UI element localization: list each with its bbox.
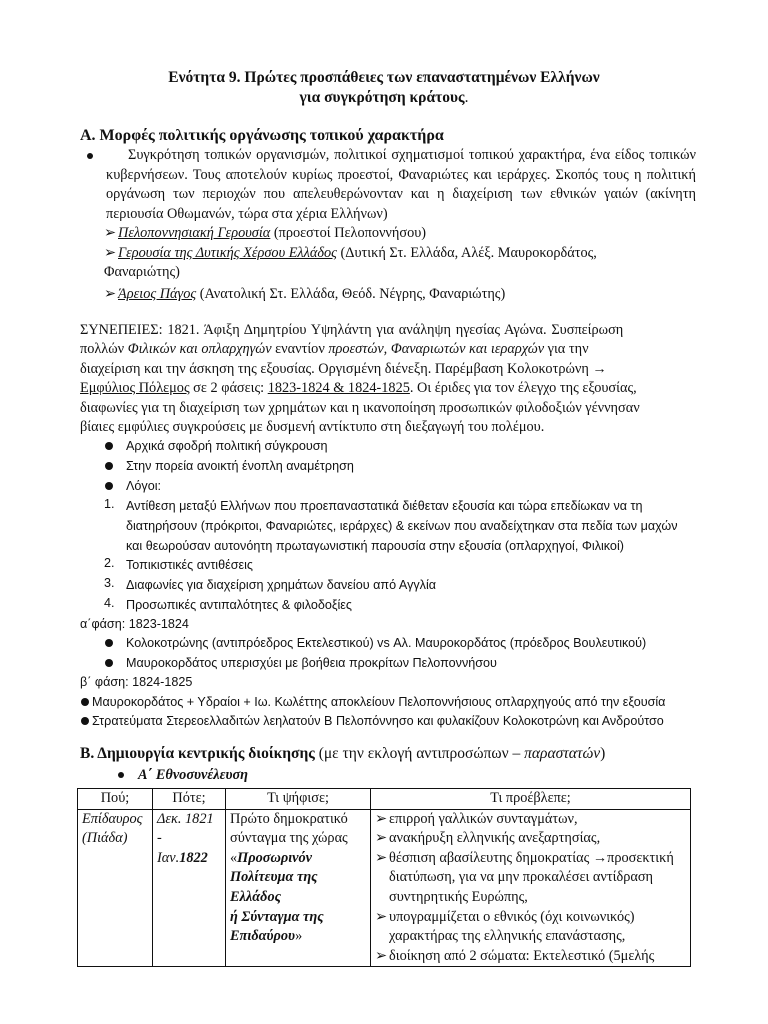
where-line: (Πιάδα) [82, 830, 128, 847]
provided-text: διατύπωση, για να μην προκαλέσει αντίδραση [389, 869, 654, 886]
bullet-dot-icon [105, 482, 113, 490]
bullet-dot-icon [105, 462, 113, 470]
text-italic: προεστών, Φαναριωτών και ιεραρχών [328, 341, 545, 357]
phase-a-item: Μαυροκορδάτος υπερισχύει με βοήθεια προκρίτων Πελοποννήσου [126, 656, 497, 670]
section-a-heading: Α. Μορφές πολιτικής οργάνωσης τοπικού χαρακτήρα [80, 127, 444, 144]
reason-line: Αντίθεση μεταξύ Ελλήνων που προεπαναστατικά διέθεταν εξουσία και τώρα επεδίωκαν να τη [126, 499, 643, 513]
what-line [230, 927, 366, 947]
what-line [230, 849, 366, 869]
provided-text: θέσπιση αβασίλευτης δημοκρατίας →προσεκτική [389, 849, 674, 866]
table-header-cell: Πού; [78, 789, 153, 810]
quote-close: » [295, 928, 303, 945]
table-header-cell: Τι ψήφισε; [226, 789, 371, 810]
arrow-bullet-icon: ➢ [375, 830, 387, 847]
arrow-bullet-icon: ➢ [104, 286, 116, 302]
item-rest: (προεστοί Πελοποννήσου) [270, 225, 427, 241]
consequences-line4 [80, 379, 637, 399]
document-title-line2 [0, 88, 768, 108]
when-line: Δεκ. 1821 [157, 810, 214, 827]
assembly-table [77, 788, 691, 967]
bullet-dot-icon [81, 717, 89, 725]
consequences-line1: ΣΥΝΕΠΕΙΕΣ: 1821. Άφιξη Δημητρίου Υψηλάντη για ανάληψη ηγεσίας Αγώνα. Συσπείρωση [80, 322, 624, 338]
where-line: Επίδαυρος [82, 810, 143, 827]
what-cell [226, 809, 371, 967]
provided-text: επιρροή γαλλικών συνταγμάτων, [389, 810, 578, 827]
item-rest: (Ανατολική Στ. Ελλάδα, Θεόδ. Νέγρης, Φαναριώτης) [196, 286, 506, 302]
provided-text: συντηρητικής Ευρώπης, [389, 888, 528, 905]
heading-rest: (με την εκλογή αντιπροσώπων – [314, 745, 525, 762]
heading-end: ) [600, 745, 606, 762]
table-header-row [78, 789, 691, 810]
reason-number: 4. [104, 596, 115, 610]
item-peloponnesian-senate [104, 224, 426, 244]
what-bold: Πολίτευμα της [230, 869, 318, 886]
quote-open: « [230, 849, 238, 866]
civil-war-text: Εμφύλιος Πόλεμος [80, 380, 190, 396]
provided-item [375, 829, 686, 849]
what-bold: Ελλάδος [230, 888, 281, 905]
phases-text: 1823-1824 & 1824-1825 [267, 380, 410, 396]
arrow-bullet-icon: ➢ [375, 908, 387, 925]
phase-a-label: α΄φάση: 1823-1824 [80, 617, 189, 631]
section-a-paragraph: Συγκρότηση τοπικών οργανισμών, πολιτικοί σχηματισμοί τοπικού χαρακτήρα, ένα είδος τοπικών κυβερνήσεων. Τους αποτελούν κυρίως προεστοί, Φαναριώτες και ιεράρχες. Σκοπός τους η πολιτική οργάνωση των περιοχών που απελευθερώνονταν και η διαχείριση των εθνικών γαιών (ακίνητη περιουσία Οθωμανών, τώρα στα χέρια Ελλήνων) [106, 147, 696, 222]
provided-text: ανακήρυξη ελληνικής ανεξαρτησίας, [389, 830, 601, 847]
bullet-dot-icon [81, 698, 89, 706]
what-bold: Επιδαύρου [230, 928, 296, 945]
bullet-dot-icon [87, 153, 93, 159]
table-row [78, 809, 691, 967]
where-cell [78, 809, 153, 967]
bullet-dot-icon [118, 772, 124, 778]
reason-number: 3. [104, 576, 115, 590]
bullet-item: Στην πορεία ανοικτή ένοπλη αναμέτρηση [126, 459, 354, 473]
consequences-line5: διαφωνίες για τη διαχείριση των χρημάτων και η ικανοποίηση προσωπικών φιλοδοξιών γέννησαν [80, 400, 640, 416]
when-cell [153, 809, 226, 967]
what-bold: ή Σύνταγμα της [230, 908, 324, 925]
arrow-bullet-icon: ➢ [375, 849, 387, 866]
bullet-item: Αρχικά σφοδρή πολιτική σύγκρουση [126, 439, 328, 453]
heading-text: Β. Δημιουργία κεντρικής διοίκησης [80, 745, 315, 762]
when-line: - [157, 830, 162, 847]
what-bold: Προσωρινόν [237, 849, 313, 866]
title-line2-end: . [464, 89, 469, 106]
when-line [157, 849, 221, 869]
item-rest: (Δυτική Στ. Ελλάδα, Αλέξ. Μαυροκορδάτος, [336, 245, 597, 261]
phase-b-item: Μαυροκορδάτος + Υδραίοι + Ιω. Κωλέττης αποκλείουν Πελοποννήσιους οπλαρχηγούς από την εξουσία [92, 695, 666, 709]
phase-b-item: Στρατεύματα Στερεοελλαδιτών λεηλατούν Β Πελοπόννησο και φυλακίζουν Κολοκοτρώνη και Ανδρούτσο [92, 714, 664, 728]
table-header-cell: Πότε; [153, 789, 226, 810]
consequences-line2 [80, 340, 589, 360]
provided-text: υπογραμμίζεται ο εθνικός (όχι κοινωνικός) [389, 908, 635, 925]
table-header-cell: Τι προέβλεπε; [371, 789, 691, 810]
arrow-bullet-icon: ➢ [104, 225, 116, 241]
item-rest-continued: Φαναριώτης) [104, 264, 180, 280]
phase-b-label: β΄ φάση: 1824-1825 [80, 675, 193, 689]
arrow-bullet-icon: ➢ [104, 245, 116, 261]
assembly-text: Α΄ Εθνοσυνέλευση [138, 767, 249, 783]
arrow-bullet-icon: ➢ [375, 810, 387, 827]
item-western-senate [104, 244, 696, 264]
bullet-item: Λόγοι: [126, 479, 162, 493]
what-line: σύνταγμα της χώρας [230, 830, 348, 847]
reason-number: 1. [104, 497, 115, 511]
when-month: Ιαν. [157, 849, 180, 866]
when-year: 1822 [179, 849, 208, 866]
phase-a-item: Κολοκοτρώνης (αντιπρόεδρος Εκτελεστικού) vs Αλ. Μαυροκορδάτος (πρόεδρος Βουλευτικού) [126, 636, 647, 650]
item-name: Πελοποννησιακή Γερουσία [118, 225, 271, 241]
provided-item [375, 947, 686, 967]
assembly-subbullet [138, 766, 248, 786]
text-span: εναντίον [271, 341, 329, 357]
item-name: Γερουσία της Δυτικής Χέρσου Ελλάδος [118, 245, 337, 261]
text-span: πολλών [80, 341, 128, 357]
bullet-dot-icon [105, 442, 113, 450]
text-span: σε 2 φάσεις: [189, 380, 268, 396]
item-name: Άρειος Πάγος [118, 286, 197, 302]
text-span: . Οι έριδες για τον έλεγχο της εξουσίας, [409, 380, 637, 396]
heading-italic: παραστατών [524, 745, 601, 762]
text-span: για την [544, 341, 589, 357]
text-italic: Φιλικών και οπλαρχηγών [127, 341, 272, 357]
bullet-dot-icon [105, 659, 113, 667]
provided-text: χαρακτήρας της ελληνικής επανάστασης, [389, 928, 626, 945]
provided-item [375, 908, 686, 928]
title-line2-text: για συγκρότηση κράτους [299, 89, 465, 106]
reason-line: διατηρήσουν (πρόκριτοι, Φαναριώτες, ιεράρχες) & εκείνων που αναδείχτηκαν στα πεδία των μαχών [126, 519, 678, 533]
provided-cell [371, 809, 691, 967]
reason-line: και θεωρούσαν αυτονόητη πρωταγωνιστική παρουσία στην εξουσία (οπλαρχηγοί, Φιλικοί) [126, 539, 624, 553]
reason-line: Διαφωνίες για διαχείριση χρημάτων δανείου από Αγγλία [126, 578, 437, 592]
consequences-line6: βίαιες εμφύλιες συγκρούσεις με δυσμενή αντίκτυπο στη διεξαγωγή του πολέμου. [80, 419, 545, 435]
consequences-line3: διαχείριση και την άσκηση της εξουσίας. Οργισμένη διένεξη. Παρέμβαση Κολοκοτρώνη → [80, 361, 607, 377]
provided-text: διοίκηση από 2 σώματα: Εκτελεστικό (5μελής [389, 947, 655, 964]
provided-item [375, 810, 686, 830]
item-areopagus [104, 285, 505, 305]
provided-item [375, 849, 686, 869]
reason-number: 2. [104, 556, 115, 570]
what-line: Πρώτο δημοκρατικό [230, 810, 348, 827]
reason-line: Προσωπικές αντιπαλότητες & φιλοδοξίες [126, 598, 352, 612]
arrow-bullet-icon: ➢ [375, 947, 387, 964]
bullet-dot-icon [105, 639, 113, 647]
section-b-heading [80, 744, 605, 764]
reason-line: Τοπικιστικές αντιθέσεις [126, 558, 253, 572]
document-title-line1: Ενότητα 9. Πρώτες προσπάθειες των επαναστατημένων Ελλήνων [168, 69, 600, 86]
